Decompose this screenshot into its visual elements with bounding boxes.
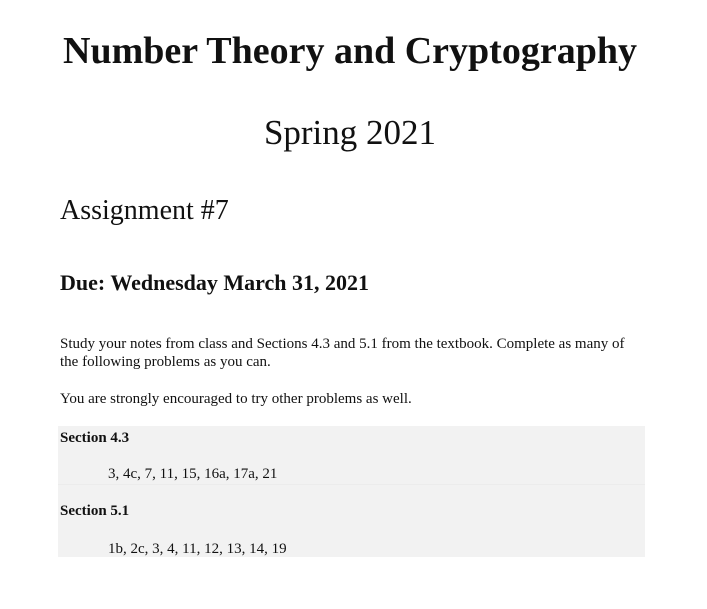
instructions-paragraph: Study your notes from class and Sections 4.3 and 5.1 from the textbook. Complete as many of the following problems as you can. — [60, 336, 625, 370]
section-problem-list: 3, 4c, 7, 11, 15, 16a, 17a, 21 — [108, 466, 278, 482]
course-title: Number Theory and Cryptography — [63, 30, 637, 72]
problem-list-block — [58, 426, 645, 557]
encouragement-paragraph: You are strongly encouraged to try other problems as well. — [60, 391, 412, 407]
term-title: Spring 2021 — [263, 113, 437, 152]
section-problem-list: 1b, 2c, 3, 4, 11, 12, 13, 14, 19 — [108, 541, 287, 557]
assignment-heading: Assignment #7 — [60, 195, 229, 226]
section-divider — [58, 484, 645, 485]
section-heading: Section 5.1 — [60, 503, 130, 519]
section-heading: Section 4.3 — [60, 430, 130, 446]
due-date-heading: Due: Wednesday March 31, 2021 — [60, 270, 370, 295]
